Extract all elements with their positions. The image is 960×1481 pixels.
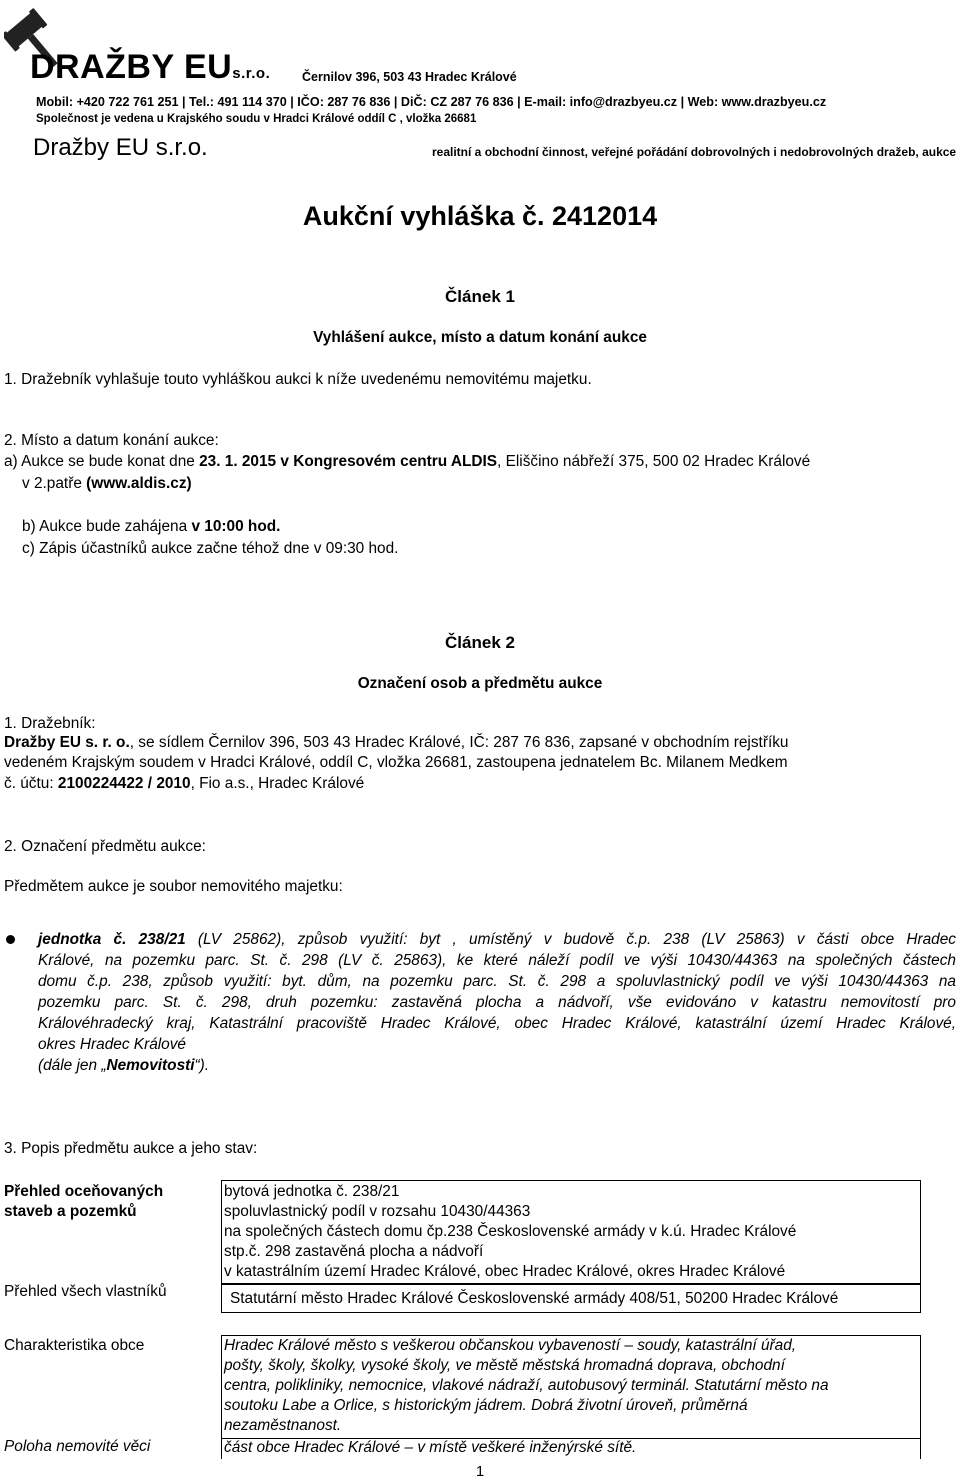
auctioneer-name: Dražby EU s. r. o.: [4, 734, 130, 751]
page-number: 1: [475, 1463, 485, 1480]
article1-heading: Článek 1: [445, 287, 515, 306]
municipality-line: centra, polikliniky, nemocnice, vlakové nádraží, autobusový terminál. Statutární město na: [224, 1377, 829, 1394]
article1-item-c: c) Zápis účastníků aukce začne téhož dne v 09:30 hod.: [22, 540, 399, 557]
company-address: Černilov 396, 503 43 Hradec Králové: [302, 70, 517, 84]
item-a-prefix: a) Aukce se bude konat dne: [4, 453, 200, 470]
table-label-valued-1: Přehled oceňovaných: [4, 1183, 164, 1200]
item-b-prefix: b) Aukce bude zahájena: [22, 518, 192, 535]
company-contacts: Mobil: +420 722 761 251 | Tel.: 491 114 370 | IČO: 287 76 836 | DiČ: CZ 287 76 836 | E-mail: info@drazbyeu.cz | Web: www.drazbyeu.cz: [36, 95, 827, 109]
unit-number: jednotka č. 238/21: [38, 931, 186, 948]
municipality-line: soutoku Labe a Orlice, s historickým jádrem. Dobrá životní úroveň, průměrná: [224, 1397, 748, 1414]
account-prefix: č. účtu:: [4, 775, 58, 792]
firm-activity: realitní a obchodní činnost, veřejné pořádání dobrovolných i nedobrovolných dražeb, aukce: [432, 145, 957, 159]
property-term: Nemovitosti: [106, 1057, 195, 1074]
firm-name: Dražby EU s.r.o.: [33, 134, 208, 161]
item-a-floor: v 2.patře: [22, 475, 87, 492]
article2-p2: 2. Označení předmětu aukce:: [4, 838, 206, 855]
bullet-line2: Králové, na pozemku parc. St. č. 298 (LV č. 25863), ke které náleží podíl ve výši 10430/44363 na společných částech: [38, 952, 956, 969]
article1-item-b: [22, 518, 280, 536]
bullet-line4: pozemku parc. St. č. 298, druh pozemku: zastavěná plocha a nádvoří, vše evidováno v katastru nemovitostí pro: [38, 994, 956, 1011]
table-label-municipality: Charakteristika obce: [4, 1337, 145, 1354]
article2-p2-intro: Předmětem aukce je soubor nemovitého majetku:: [4, 878, 343, 895]
table-cell-location: [221, 1437, 921, 1459]
item-a-date: 23. 1. 2015 v Kongresovém centru ALDIS: [199, 453, 498, 470]
table-label-location: Poloha nemovité věci: [4, 1438, 151, 1455]
valued-line: na společných částech domu čp.238 Československé armády v k.ú. Hradec Králové: [224, 1223, 797, 1240]
table-label-owners: Přehled všech vlastníků: [4, 1283, 167, 1300]
location-value: část obce Hradec Králové – v místě veškeré inženýrské sítě.: [224, 1439, 637, 1456]
company-registry: Společnost je vedena u Krajského soudu v Hradci Králové oddíl C , vložka 26681: [36, 113, 477, 125]
bullet-line3: domu č.p. 238, způsob využití: byt. dům, na pozemku parc. St. č. 298 a spoluvlastnický podíl ve výši 10430/44363 na: [38, 973, 956, 990]
article1-item-a-line2: [22, 475, 192, 493]
bullet-line5: Královéhradecký kraj, Katastrální pracoviště Hradec Králové, obec Hradec Králové, katastrální území Hradec Králové,: [38, 1015, 956, 1032]
valued-line: stp.č. 298 zastavěná plocha a nádvoří: [224, 1243, 484, 1260]
owners-value: Statutární město Hradec Králové Československé armády 408/51, 50200 Hradec Králové: [230, 1290, 839, 1307]
auctioneer-seat: , se sídlem Černilov 396, 503 43 Hradec Králové, IČ: 287 76 836, zapsané v obchodním rejstříku: [129, 734, 789, 751]
article2-subheading: Označení osob a předmětu aukce: [357, 675, 603, 692]
article1-subheading: Vyhlášení aukce, místo a datum konání aukce: [313, 329, 647, 346]
article2-heading: Článek 2: [445, 633, 515, 652]
account-bank: , Fio a.s., Hradec Králové: [190, 775, 365, 792]
table-cell-owners: [221, 1283, 921, 1313]
auctioneer-line2: vedeném Krajským soudem v Hradci Králové, oddíl C, vložka 26681, zastoupena jednatelem Bc. Milanem Medkem: [4, 754, 788, 771]
list-bullet: [6, 935, 15, 944]
municipality-line: pošty, školy, školky, vysoké školy, ve městě městská hromadná doprava, obchodní: [224, 1357, 785, 1374]
account-number: 2100224422 / 2010: [57, 775, 191, 792]
article1-p1: 1. Dražebník vyhlašuje touto vyhláškou aukci k níže uvedenému nemovitému majetku.: [4, 371, 592, 388]
bullet-line1: jednotka č. 238/21 (LV 25862), způsob využití: byt , umístěný v budově č.p. 238 (LV 25863) v části obce Hradec: [38, 931, 956, 948]
municipality-line: Hradec Králové město s veškerou občanskou vybaveností – soudy, katastrální úřad,: [224, 1337, 797, 1354]
bullet-line7: (dále jen „Nemovitosti“).: [38, 1057, 210, 1074]
article1-p2: 2. Místo a datum konání aukce:: [4, 432, 219, 449]
table-label-valued-2: staveb a pozemků: [4, 1203, 137, 1220]
valued-line: spoluvlastnický podíl v rozsahu 10430/44363: [224, 1203, 531, 1220]
valued-line: v katastrálním území Hradec Králové, obec Hradec Králové, okres Hradec Králové: [224, 1263, 786, 1280]
municipality-line: nezaměstnanost.: [224, 1417, 342, 1434]
brand-logo: [30, 48, 270, 87]
item-a-web: (www.aldis.cz): [86, 475, 192, 492]
item-b-time: v 10:00 hod.: [191, 518, 281, 535]
valued-line: bytová jednotka č. 238/21: [224, 1183, 400, 1200]
table-cell-valued: [221, 1180, 921, 1285]
auctioneer-line3: [4, 775, 364, 793]
article2-p1: 1. Dražebník:: [4, 715, 96, 732]
table-cell-municipality: [221, 1335, 921, 1439]
auctioneer-line1: [4, 734, 788, 752]
article1-item-a: [4, 453, 810, 471]
brand-suffix: s.r.o.: [232, 65, 271, 82]
brand-name: DRAŽBY EU: [30, 48, 233, 86]
document-title: Aukční vyhláška č. 2412014: [302, 201, 658, 231]
article2-p3: 3. Popis předmětu aukce a jeho stav:: [4, 1140, 258, 1157]
item-a-rest: , Eliščino nábřeží 375, 500 02 Hradec Králové: [497, 453, 811, 470]
bullet-line6: okres Hradec Králové: [38, 1036, 186, 1053]
